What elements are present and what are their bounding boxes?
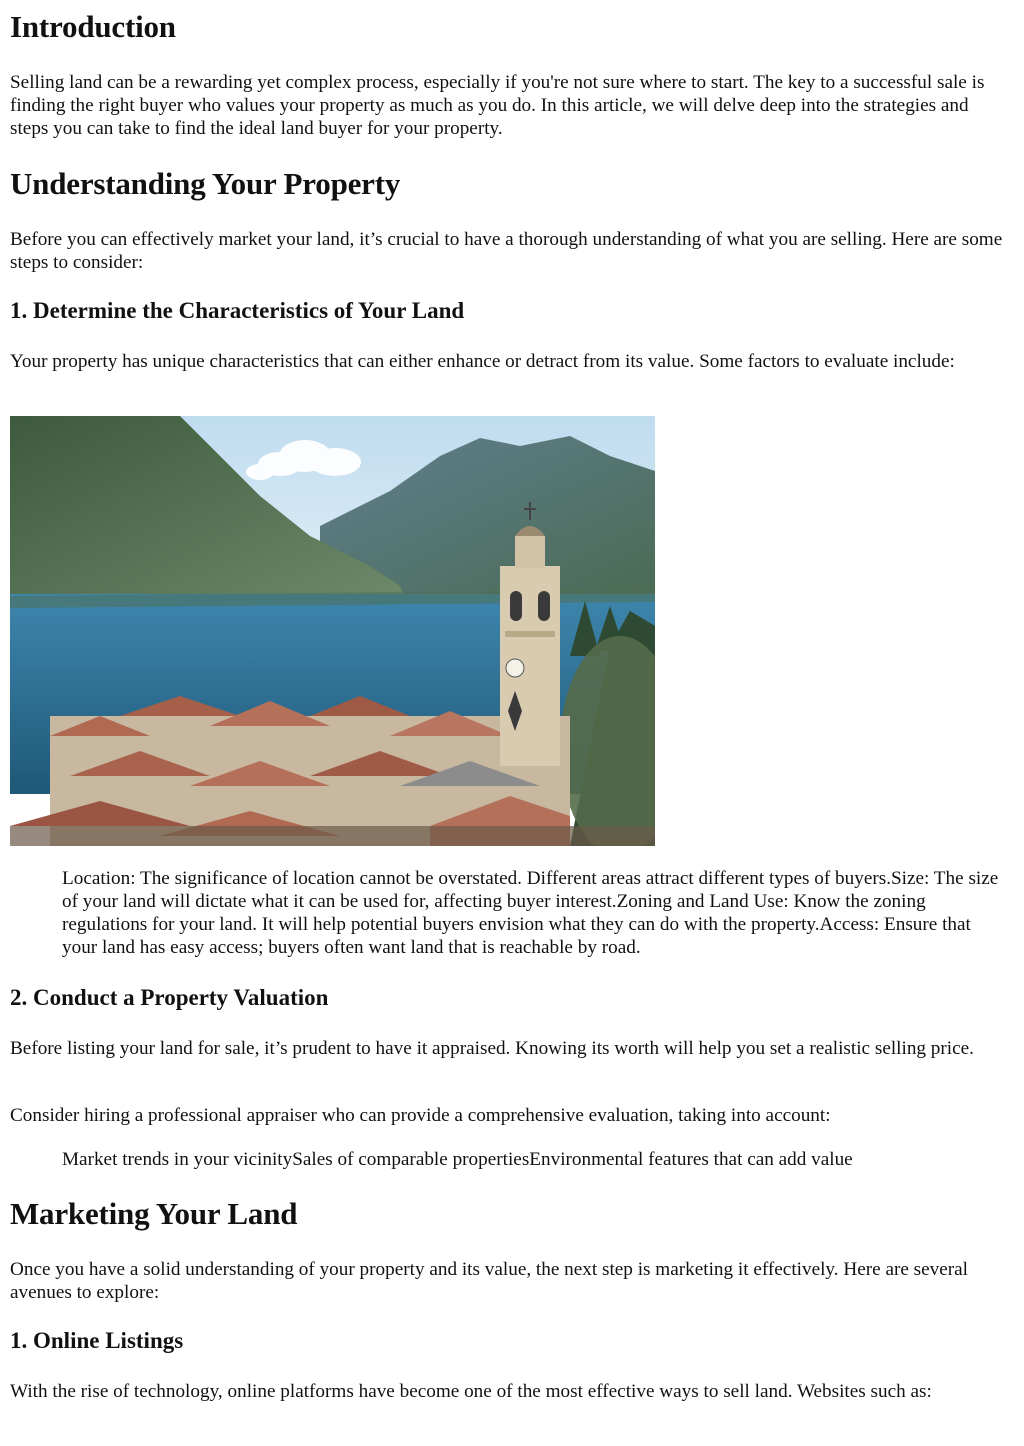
heading-marketing-your-land: Marketing Your Land: [10, 1196, 298, 1231]
paragraph-valuation-2: Consider hiring a professional appraiser who can provide a comprehensive evaluation, taking into account:: [10, 1105, 831, 1126]
paragraph-valuation-1: Before listing your land for sale, it’s prudent to have it appraised. Knowing its worth will help you set a realistic selling price.: [10, 1038, 974, 1059]
heading-introduction: Introduction: [10, 9, 176, 44]
valuation-factors: Market trends in your vicinitySales of comparable propertiesEnvironmental features that can add value: [62, 1149, 853, 1170]
characteristics-factors: Location: The significance of location cannot be overstated. Different areas attract different types of buyers.Size: The size of your land will dictate what it can be used for, affecting buyer interest.Zoning and Land Use: Know the zoning regulations for your land. It will help potential buyers envision what they can do with the property.Access: Ensure that your land has easy access; buyers often want land that is reachable by road.: [62, 868, 999, 958]
paragraph-marketing: Once you have a solid understanding of your property and its value, the next step is marketing it effectively. Here are several avenues to explore:: [10, 1259, 968, 1303]
paragraph-introduction: Selling land can be a rewarding yet complex process, especially if you're not sure where to start. The key to a successful sale is finding the right buyer who values your property as much as you do. In this article, we will delve deep into the strategies and steps you can take to find the ideal land buyer for your property.: [10, 72, 985, 139]
heading-property-valuation: 2. Conduct a Property Valuation: [10, 985, 329, 1010]
paragraph-characteristics: Your property has unique characteristics that can either enhance or detract from its value. Some factors to evaluate include:: [10, 351, 955, 372]
lake-village-photo: [10, 416, 655, 846]
paragraph-understanding: Before you can effectively market your land, it’s crucial to have a thorough understanding of what you are selling. Here are some steps to consider:: [10, 229, 1003, 273]
paragraph-online-listings: With the rise of technology, online platforms have become one of the most effective ways to sell land. Websites such as:: [10, 1381, 932, 1402]
heading-understanding-your-property: Understanding Your Property: [10, 166, 401, 201]
heading-online-listings: 1. Online Listings: [10, 1328, 184, 1353]
heading-determine-characteristics: 1. Determine the Characteristics of Your Land: [10, 298, 465, 323]
